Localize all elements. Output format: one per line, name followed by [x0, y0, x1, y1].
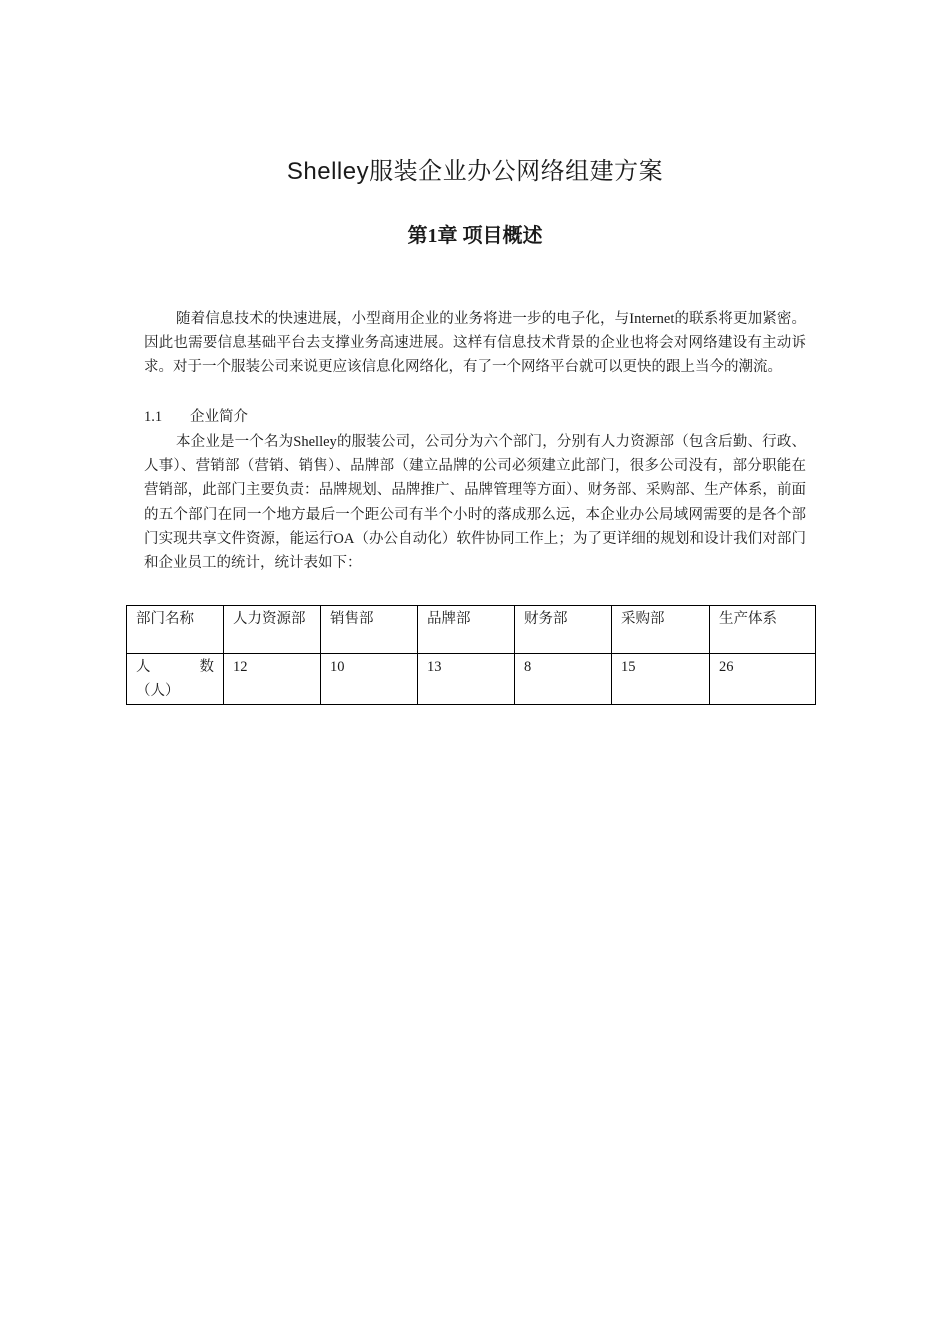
- table-cell: 采购部: [612, 606, 710, 654]
- table-cell: 销售部: [321, 606, 418, 654]
- department-stats-table: [126, 605, 816, 705]
- table-cell: 26: [710, 654, 816, 705]
- table-cell: 生产体系: [710, 606, 816, 654]
- document-title: Shelley服装企业办公网络组建方案: [286, 158, 664, 185]
- table-cell: 10: [321, 654, 418, 705]
- table-cell: 人 数（人）: [127, 654, 224, 705]
- table-row: [127, 654, 816, 705]
- section-heading: [144, 405, 248, 429]
- intro-paragraph: 随着信息技术的快速进展，小型商用企业的业务将进一步的电子化，与Internet的联系将更加紧密。因此也需要信息基础平台去支撑业务高速进展。这样有信息技术背景的企业也将会对网络建设有主动诉求。对于一个服装公司来说更应该信息化网络化，有了一个网络平台就可以更快的跟上当今的潮流。: [144, 311, 806, 376]
- section-number: 1.1: [144, 409, 163, 425]
- table-cell: 15: [612, 654, 710, 705]
- table-cell: 财务部: [515, 606, 612, 654]
- table-cell: 品牌部: [418, 606, 515, 654]
- table-cell: 部门名称: [127, 606, 224, 654]
- table-cell: 13: [418, 654, 515, 705]
- table-cell: 12: [224, 654, 321, 705]
- section-title: 企业简介: [190, 409, 248, 425]
- chapter-title: 第1章 项目概述: [407, 225, 543, 247]
- table-header-row: [127, 606, 816, 654]
- table-cell: 8: [515, 654, 612, 705]
- company-paragraph: 本企业是一个名为Shelley的服装公司，公司分为六个部门，分别有人力资源部（包含后勤、行政、人事）、营销部（营销、销售）、品牌部（建立品牌的公司必须建立此部门，很多公司没有，部分职能在营销部，此部门主要负责：品牌规划、品牌推广、品牌管理等方面）、财务部、采购部、生产体系，前面的五个部门在同一个地方最后一个距公司有半个小时的落成那么远，本企业办公局域网需要的是各个部门实现共享文件资源，能运行OA（办公自动化）软件协同工作上；为了更详细的规划和设计我们对部门和企业员工的统计，统计表如下：: [144, 434, 806, 572]
- table-cell: 人力资源部: [224, 606, 321, 654]
